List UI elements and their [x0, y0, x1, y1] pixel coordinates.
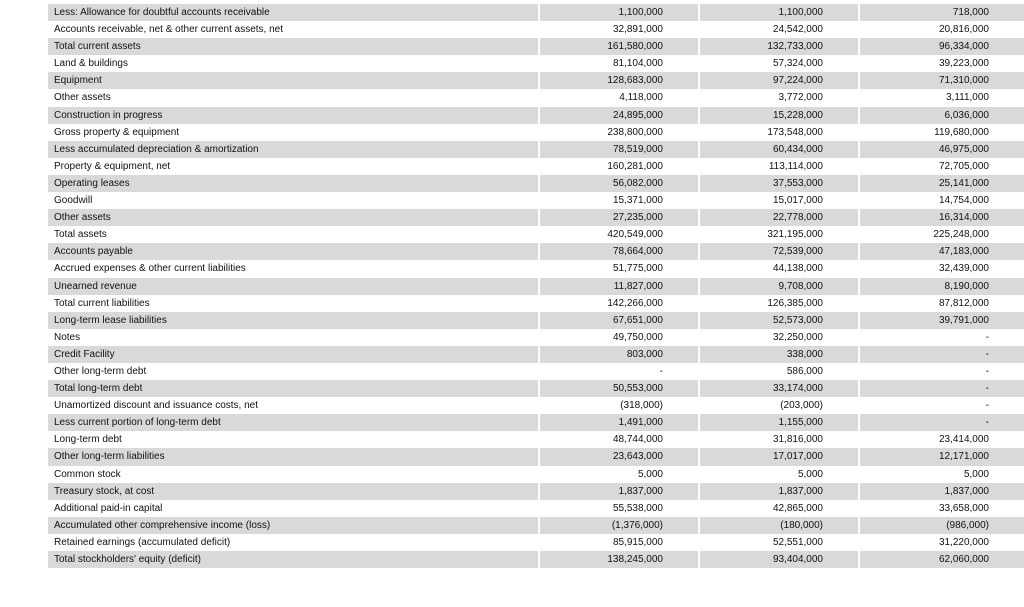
row-value-col1: (318,000) [540, 397, 700, 414]
row-label: Long-term debt [48, 431, 540, 448]
table-row [48, 21, 1024, 38]
row-value-col1: 160,281,000 [540, 158, 700, 175]
row-value-col1: 51,775,000 [540, 260, 700, 277]
row-value-col2: 321,195,000 [700, 226, 860, 243]
row-value-col3: 20,816,000 [938, 24, 989, 36]
table-row [48, 209, 1024, 226]
row-value-col1: 1,491,000 [540, 414, 700, 431]
row-value-col1: 50,553,000 [540, 380, 700, 397]
row-label: Accounts payable [48, 243, 540, 260]
row-value-col1: 27,235,000 [540, 209, 700, 226]
row-value-col1: (1,376,000) [540, 517, 700, 534]
row-label: Credit Facility [48, 346, 540, 363]
table-row [48, 431, 1024, 448]
row-label: Construction in progress [48, 107, 540, 124]
row-label: Unearned revenue [48, 278, 540, 295]
row-value-col3: 62,060,000 [938, 554, 989, 565]
row-value-col1: 1,100,000 [540, 4, 700, 21]
row-value-col3: 46,975,000 [938, 143, 989, 155]
row-value-col3: 6,036,000 [944, 109, 989, 121]
row-value-col3: 32,439,000 [938, 263, 989, 275]
row-label: Other assets [48, 209, 540, 226]
row-value-col3: 718,000 [952, 7, 989, 18]
row-value-col3: 225,248,000 [933, 229, 989, 241]
row-label: Total stockholders' equity (deficit) [48, 551, 540, 568]
row-value-col3: 119,680,000 [934, 126, 989, 138]
row-label: Gross property & equipment [48, 124, 540, 141]
row-value-col1: 420,549,000 [540, 226, 700, 243]
row-label: Total assets [48, 226, 540, 243]
row-label: Unamortized discount and issuance costs, net [48, 397, 540, 414]
row-value-col1: 85,915,000 [540, 534, 700, 551]
row-label: Total current liabilities [48, 295, 540, 312]
row-value-col2: 52,573,000 [700, 312, 860, 329]
row-label: Notes [48, 329, 540, 346]
table-row [48, 380, 1024, 397]
row-value-col2: 1,155,000 [700, 414, 860, 431]
row-label: Land & buildings [48, 55, 540, 72]
table-row [48, 312, 1024, 329]
row-value-col3: 87,812,000 [938, 297, 989, 309]
row-value-col3: 16,314,000 [938, 212, 989, 224]
row-value-col2: 15,017,000 [700, 192, 860, 209]
row-value-col3: 71,310,000 [938, 75, 989, 87]
table-row [48, 397, 1024, 414]
row-label: Less: Allowance for doubtful accounts receivable [48, 4, 540, 21]
row-value-col1: 55,538,000 [540, 500, 700, 517]
table-row [48, 72, 1024, 89]
row-value-col2: 1,100,000 [700, 4, 860, 21]
table-row [48, 107, 1024, 124]
table-row [48, 38, 1024, 55]
row-value-col1: - [540, 363, 700, 380]
table-row [48, 483, 1024, 500]
table-row [48, 243, 1024, 260]
row-value-col2: 37,553,000 [700, 175, 860, 192]
row-label: Other long-term liabilities [48, 448, 540, 465]
row-label: Goodwill [48, 192, 540, 209]
row-label: Property & equipment, net [48, 158, 540, 175]
row-value-col1: 15,371,000 [540, 192, 700, 209]
row-value-col3: 12,171,000 [938, 451, 989, 463]
row-value-col3: 23,414,000 [938, 434, 989, 446]
row-label: Treasury stock, at cost [48, 483, 540, 500]
row-value-col2: 9,708,000 [700, 278, 860, 295]
row-value-col2: 1,837,000 [700, 483, 860, 500]
table-row [48, 346, 1024, 363]
row-value-col2: 126,385,000 [700, 295, 860, 312]
row-label: Accrued expenses & other current liabilities [48, 260, 540, 277]
table-row [48, 4, 1024, 21]
row-value-col2: 5,000 [700, 466, 860, 483]
row-value-col1: 11,827,000 [540, 278, 700, 295]
row-label: Other long-term debt [48, 363, 540, 380]
table-row [48, 158, 1024, 175]
row-value-col1: 238,800,000 [540, 124, 700, 141]
row-value-col2: 57,324,000 [700, 55, 860, 72]
table-row [48, 551, 1024, 568]
row-label: Accounts receivable, net & other current assets, net [48, 21, 540, 38]
table-row [48, 141, 1024, 158]
table-row [48, 192, 1024, 209]
table-row [48, 89, 1024, 106]
row-value-col2: 17,017,000 [700, 448, 860, 465]
row-value-col3: - [985, 348, 989, 360]
row-value-col2: 52,551,000 [700, 534, 860, 551]
table-row [48, 226, 1024, 243]
row-label: Additional paid-in capital [48, 500, 540, 517]
row-value-col1: 81,104,000 [540, 55, 700, 72]
row-value-col3: - [985, 417, 989, 429]
row-value-col1: 78,519,000 [540, 141, 700, 158]
table-row [48, 363, 1024, 380]
row-value-col1: 78,664,000 [540, 243, 700, 260]
row-value-col1: 56,082,000 [540, 175, 700, 192]
table-row [48, 329, 1024, 346]
row-value-col2: 3,772,000 [700, 89, 860, 106]
row-label: Retained earnings (accumulated deficit) [48, 534, 540, 551]
table-row [48, 534, 1024, 551]
row-value-col1: 4,118,000 [540, 89, 700, 106]
row-value-col3: 39,223,000 [938, 58, 989, 70]
row-label: Less accumulated depreciation & amortization [48, 141, 540, 158]
row-value-col2: 15,228,000 [700, 107, 860, 124]
row-value-col3: 39,791,000 [938, 314, 989, 326]
row-value-col3: - [985, 400, 989, 412]
row-value-col2: 24,542,000 [700, 21, 860, 38]
row-value-col3: - [985, 331, 989, 343]
row-value-col3: 33,658,000 [938, 502, 989, 514]
row-label: Other assets [48, 89, 540, 106]
balance-sheet-table [48, 4, 1024, 568]
row-label: Less current portion of long-term debt [48, 414, 540, 431]
table-row [48, 466, 1024, 483]
row-value-col2: 586,000 [700, 363, 860, 380]
row-value-col1: 142,266,000 [540, 295, 700, 312]
table-row [48, 278, 1024, 295]
row-value-col3: 47,183,000 [938, 246, 989, 258]
row-value-col2: 132,733,000 [700, 38, 860, 55]
row-value-col2: 72,539,000 [700, 243, 860, 260]
row-value-col3: 25,141,000 [938, 177, 989, 189]
row-value-col3: - [985, 365, 989, 377]
row-label: Accumulated other comprehensive income (loss) [48, 517, 540, 534]
row-value-col1: 128,683,000 [540, 72, 700, 89]
row-value-col2: 44,138,000 [700, 260, 860, 277]
row-value-col2: 42,865,000 [700, 500, 860, 517]
row-value-col1: 49,750,000 [540, 329, 700, 346]
row-value-col1: 1,837,000 [540, 483, 700, 500]
row-value-col2: 93,404,000 [700, 551, 860, 568]
table-row [48, 500, 1024, 517]
row-value-col3: 31,220,000 [938, 536, 989, 548]
row-value-col3: - [985, 383, 989, 395]
row-value-col3: 1,837,000 [944, 485, 989, 497]
row-label: Total current assets [48, 38, 540, 55]
table-row [48, 448, 1024, 465]
row-value-col2: 97,224,000 [700, 72, 860, 89]
row-value-col2: 113,114,000 [700, 158, 860, 175]
row-value-col1: 5,000 [540, 466, 700, 483]
row-value-col3: 96,334,000 [938, 41, 989, 53]
table-row [48, 517, 1024, 534]
row-value-col1: 67,651,000 [540, 312, 700, 329]
row-value-col2: 22,778,000 [700, 209, 860, 226]
row-value-col2: 173,548,000 [700, 124, 860, 141]
row-value-col1: 161,580,000 [540, 38, 700, 55]
row-value-col3: 14,754,000 [938, 195, 989, 207]
row-value-col1: 23,643,000 [540, 448, 700, 465]
row-value-col2: (180,000) [700, 517, 860, 534]
table-row [48, 414, 1024, 431]
row-label: Long-term lease liabilities [48, 312, 540, 329]
row-value-col2: 31,816,000 [700, 431, 860, 448]
row-value-col3: 72,705,000 [938, 160, 989, 172]
row-value-col3: (986,000) [946, 519, 989, 531]
table-row [48, 175, 1024, 192]
row-value-col2: 33,174,000 [700, 380, 860, 397]
table-row [48, 55, 1024, 72]
table-row [48, 124, 1024, 141]
table-row [48, 295, 1024, 312]
table-row [48, 260, 1024, 277]
row-label: Common stock [48, 466, 540, 483]
row-value-col1: 32,891,000 [540, 21, 700, 38]
row-value-col1: 48,744,000 [540, 431, 700, 448]
row-value-col3: 8,190,000 [944, 280, 989, 292]
row-value-col2: 60,434,000 [700, 141, 860, 158]
row-value-col1: 803,000 [540, 346, 700, 363]
row-label: Total long-term debt [48, 380, 540, 397]
row-value-col3: 3,111,000 [945, 92, 989, 104]
row-value-col2: (203,000) [700, 397, 860, 414]
row-value-col3: 5,000 [963, 468, 989, 480]
row-value-col1: 138,245,000 [540, 551, 700, 568]
row-label: Equipment [48, 72, 540, 89]
row-label: Operating leases [48, 175, 540, 192]
row-value-col2: 32,250,000 [700, 329, 860, 346]
row-value-col2: 338,000 [700, 346, 860, 363]
row-value-col1: 24,895,000 [540, 107, 700, 124]
